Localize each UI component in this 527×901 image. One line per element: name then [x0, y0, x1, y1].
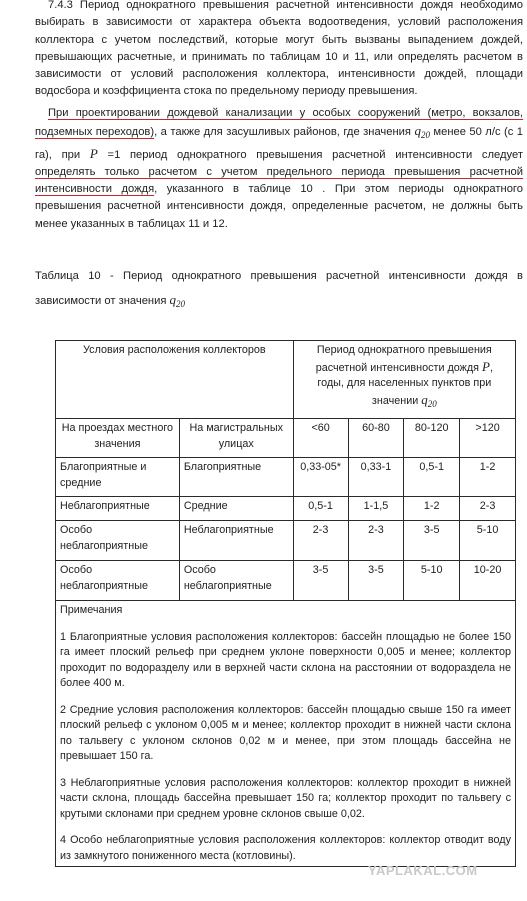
note-item: 1 Благоприятные условия расположения коллекторов: бассейн площадью не более 150 га имеет плоский рельеф при среднем уклоне поверхности 0,005 и менее; коллектор проходит по водоразделу или в верхней части склона на расстоянии от водораздела не более 400 м. [60, 630, 511, 689]
red-underline-1: При проектировании дождевой канализации у особых сооружений (метро, вокзалов, подземных переходов) [35, 107, 523, 139]
q20-symbol: $q_{20}$ [169, 292, 186, 309]
cell-value: 5-10 [460, 521, 516, 561]
cell-value: 0,5-1 [404, 458, 460, 497]
note-item: 2 Средние условия расположения коллекторов: бассейн площадью свыше 150 га имеет плоский рельеф с уклоном 0,005 м и менее; коллектор проходит в нижней части склона по тальвегу с уклоном склонов 0,02 м и менее, при этом площадь бассейна не превышает 150 га. [60, 703, 511, 762]
cell-value: 2-3 [348, 521, 404, 561]
p-symbol: P [89, 145, 98, 161]
cell-local: Благоприятные и средние [56, 458, 180, 497]
cell-value: 5-10 [404, 561, 460, 601]
q20-symbol: $q_{20}$ [414, 123, 430, 141]
section-7-4-3-paragraph: 7.4.3 Период однократного превышения расчетной интенсивности дождя необходимо выбирать в зависимости от характера объекта водоотведения, условий расположения коллектора с учетом последствий, которые могут быть вызваны выпадением дождей, превышающих расчетные, и принимать по таблицам 10 и 11, или определять расчетом в зависимости от условий расположения коллектора, интенсивности дождей, площади водосбора и коэффициента стока по предельному периоду превышения. [35, 0, 523, 98]
watermark: YAPLAKAL.COM [368, 863, 478, 878]
cell-value: 1-2 [460, 458, 516, 497]
special-structures-paragraph [35, 105, 523, 233]
table-row [56, 497, 516, 521]
cell-main: Особо неблагоприятные [179, 561, 293, 601]
q-range-header: 80-120 [404, 419, 460, 458]
note-item: 4 Особо неблагоприятные условия расположения коллекторов: коллектор отводит воду из замкнутого пониженного места (котловины). [60, 834, 511, 862]
col-main-streets: На магистральных улицах [179, 419, 293, 458]
q20-symbol: $q_{20}$ [421, 391, 437, 409]
note-item: 3 Неблагоприятные условия расположения коллекторов: коллектор проходит в нижней части склона, площадь бассейна превышает 150 га; коллектор проходит по тальвегу с крутыми склонами при среднем уровне склонов свыше 0,02. [60, 776, 511, 820]
table-10-caption: Таблица 10 - Период однократного превышения расчетной интенсивности дождя в зависимости от значения $q_{20}$ [35, 270, 523, 309]
cell-local: Неблагоприятные [56, 497, 180, 521]
cell-local: Особо неблагоприятные [56, 521, 180, 561]
notes-title: Примечания [60, 604, 123, 616]
table-row [56, 521, 516, 561]
table-row [56, 458, 516, 497]
cell-value: 0,5-1 [293, 497, 348, 521]
para-text: , указанного в таблице 10 . При этом периоды однократного превышения расчетной интенсивности дождя, определенные расчетом, не должны быть менее указанных в таблицах 11 и 12. [35, 183, 523, 230]
para-text: =1 период однократного превышения расчетной интенсивности следует [107, 148, 523, 161]
cell-main: Благоприятные [179, 458, 293, 497]
cell-value: 1-1,5 [348, 497, 404, 521]
header-conditions: Условия расположения коллекторов [56, 341, 294, 419]
cell-value: 0,33-05* [293, 458, 348, 497]
cell-value: 1-2 [404, 497, 460, 521]
table-notes [56, 601, 516, 867]
cell-main: Средние [179, 497, 293, 521]
para-text: менее 50 л/с (с 1 га), при [35, 126, 524, 161]
p-symbol: P [482, 358, 490, 374]
header-period: Период однократного превышения расчетной интенсивности дождя P, годы, для населенных пунктов при значении $q_{20}$ [293, 341, 515, 419]
cell-value: 3-5 [404, 521, 460, 561]
table-row [56, 561, 516, 601]
cell-value: 3-5 [348, 561, 404, 601]
red-underline-2: определять только расчетом с учетом предельного периода превышения расчетной интенсивности дождя [35, 165, 523, 196]
cell-value: 0,33-1 [348, 458, 404, 497]
cell-value: 10-20 [460, 561, 516, 601]
q-range-header: <60 [293, 419, 348, 458]
cell-value: 2-3 [460, 497, 516, 521]
q-range-header: 60-80 [348, 419, 404, 458]
table-10 [55, 340, 516, 867]
cell-value: 3-5 [293, 561, 348, 601]
cell-local: Особо неблагоприятные [56, 561, 180, 601]
para-text: , а также для засушливых районов, где значения [154, 126, 411, 139]
col-local-roads: На проездах местного значения [56, 419, 180, 458]
cell-main: Неблагоприятные [179, 521, 293, 561]
q-range-header: >120 [460, 419, 516, 458]
cell-value: 2-3 [293, 521, 348, 561]
